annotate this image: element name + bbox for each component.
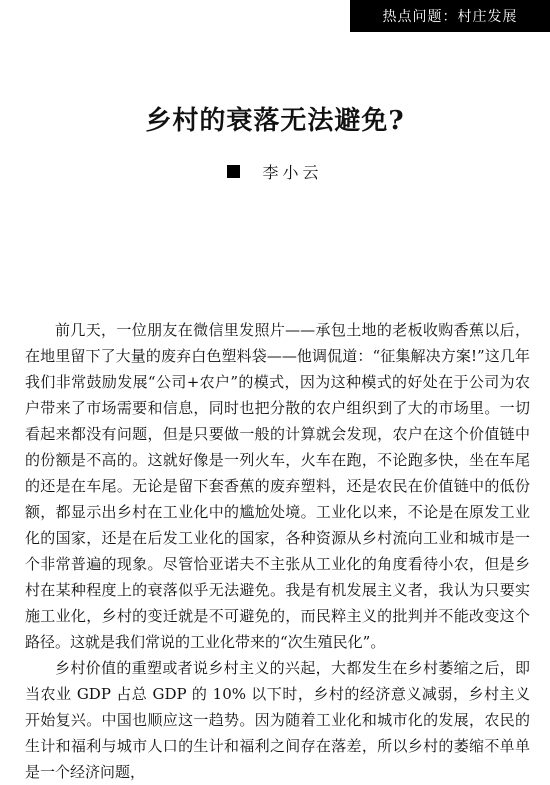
author-name: 李小云 xyxy=(262,163,323,182)
author-line xyxy=(0,160,550,183)
body-paragraph: 前几天，一位朋友在微信里发照片——承包土地的老板收购香蕉以后，在地里留下了大量的废弃白色塑料袋——他调侃道：“征集解决方案!”这几年我们非常鼓励发展“公司+农户”的模式，因为这种模式的好处在于公司为农户带来了市场需要和信息，同时也把分散的农户组织到了大的市场里。一切看起来都没有问题，但是只要做一般的计算就会发现，农户在这个价值链中的份额是不高的。这就好像是一列火车，火车在跑，不论跑多快，坐在车尾的还是在车尾。无论是留下套香蕉的废弃塑料，还是农民在价值链中的低份额，都显示出乡村在工业化中的尴尬处境。工业化以来，不论是在原发工业化的国家，还是在后发工业化的国家，各种资源从乡村流向工业和城市是一个非常普遍的现象。尽管恰亚诺夫不主张从工业化的角度看待小农，但是乡村在某种程度上的衰落似乎无法避免。我是有机发展主义者，我认为只要实施工业化，乡村的变迁就是不可避免的，而民粹主义的批判并不能改变这个路径。这就是我们常说的工业化带来的“次生殖民化”。 xyxy=(25,321,530,651)
square-bullet-icon xyxy=(227,165,240,178)
body-paragraph: 乡村价值的重塑或者说乡村主义的兴起，大都发生在乡村萎缩之后，即当农业 GDP 占总 GDP 的 10% 以下时，乡村的经济意义减弱，乡村主义开始复兴。中国也顺应这一趋势。因为随着工业化和城市化的发展，农民的生计和福利与城市人口的生计和福利之间存在落差，所以乡村的萎缩不单单是一个经济问题， xyxy=(25,659,530,781)
section-banner-text: 热点问题：村庄发展 xyxy=(382,9,518,25)
section-banner xyxy=(350,0,550,32)
article-title: 乡村的衰落无法避免? xyxy=(145,106,405,136)
article-body xyxy=(25,317,530,785)
